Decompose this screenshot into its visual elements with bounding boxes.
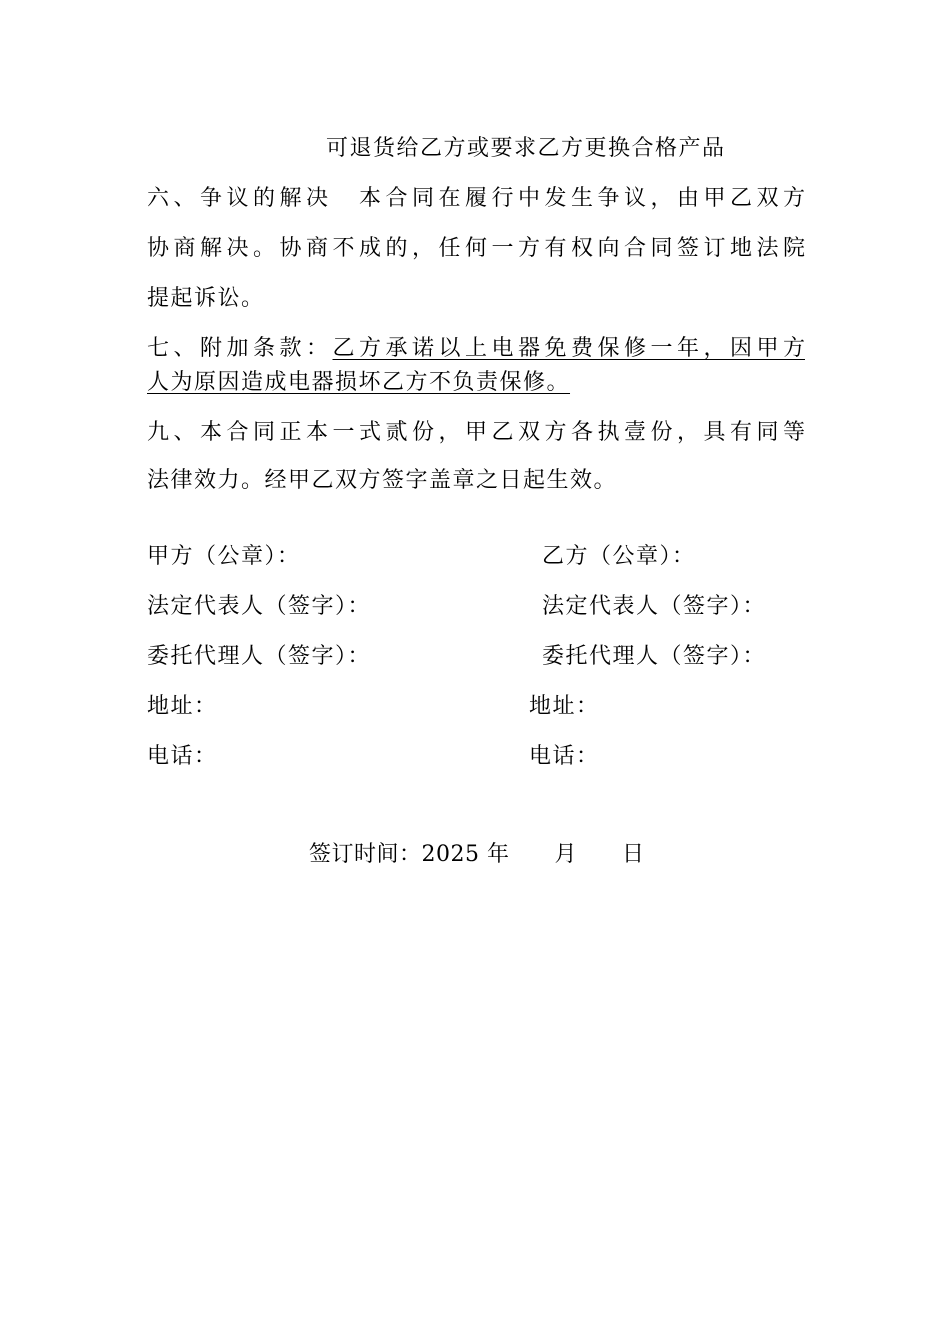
party-a-legal-rep: 法定代表人（签字）： bbox=[147, 594, 372, 619]
party-a-phone: 电话： bbox=[147, 744, 218, 769]
party-a-agent: 委托代理人（签字）： bbox=[147, 644, 372, 669]
section7-prefix: 七、附加条款： bbox=[147, 336, 333, 361]
party-b-legal-rep: 法定代表人（签字）： bbox=[542, 594, 767, 619]
section7-underlined-text-1: 乙方承诺以上电器免费保修一年，因甲方 bbox=[332, 336, 805, 361]
section6-line3: 提起诉讼。 bbox=[147, 286, 265, 311]
party-a-seal: 甲方（公章）： bbox=[147, 544, 301, 569]
section6-line1: 六、争议的解决 本合同在履行中发生争议，由甲乙双方 bbox=[147, 186, 805, 211]
party-b-phone: 电话： bbox=[529, 744, 600, 769]
party-b-address: 地址： bbox=[529, 694, 600, 719]
party-b-agent: 委托代理人（签字）： bbox=[542, 644, 767, 669]
party-b-seal: 乙方（公章）： bbox=[542, 544, 696, 569]
section7-line1 bbox=[147, 334, 805, 364]
section6-line2: 协商解决。协商不成的，任何一方有权向合同签订地法院 bbox=[147, 236, 805, 261]
section7-underlined-text-2: 人为原因造成电器损坏乙方不负责保修。 bbox=[147, 370, 571, 395]
signing-date: 签订时间：2025 年 月 日 bbox=[309, 842, 645, 867]
continuation-line: 可退货给乙方或要求乙方更换合格产品 bbox=[326, 136, 726, 161]
section9-line1: 九、本合同正本一式贰份，甲乙双方各执壹份，具有同等 bbox=[147, 420, 805, 445]
section9-line2: 法律效力。经甲乙双方签字盖章之日起生效。 bbox=[147, 468, 618, 493]
party-a-address: 地址： bbox=[147, 694, 218, 719]
section7-line2 bbox=[147, 368, 570, 398]
